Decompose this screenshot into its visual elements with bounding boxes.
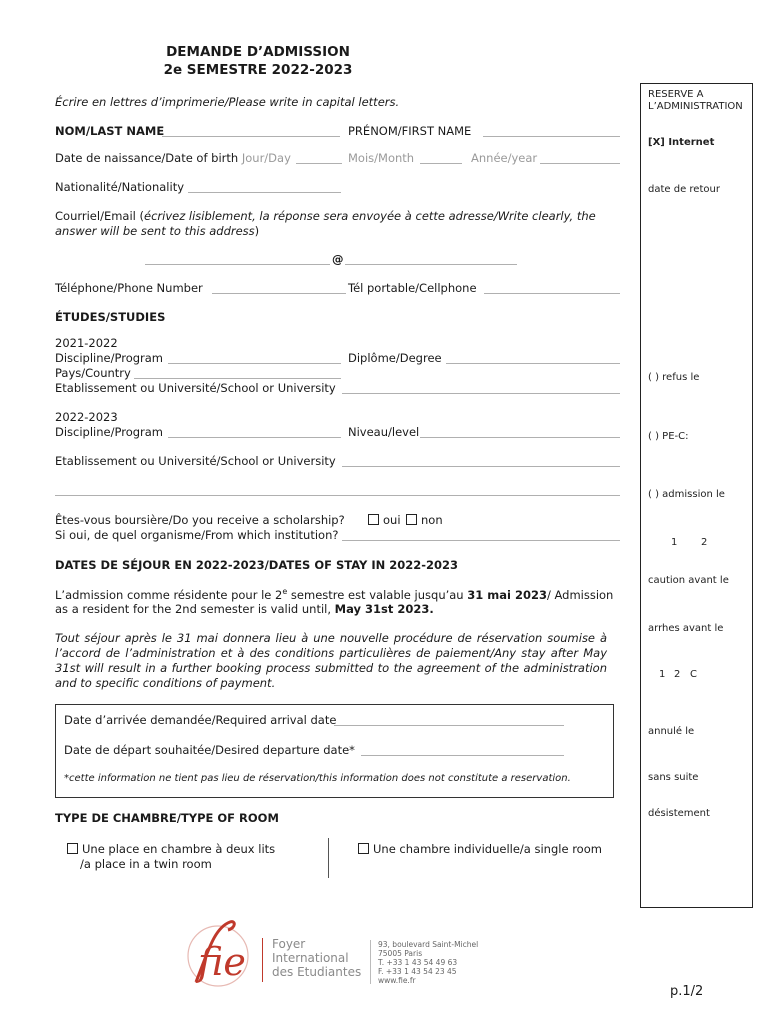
departure-field[interactable]	[361, 755, 564, 756]
admin-title	[648, 89, 743, 113]
discipline-field[interactable]	[168, 363, 341, 364]
org-line2: International	[272, 951, 349, 965]
school-field[interactable]	[342, 393, 620, 394]
single-room-checkbox[interactable]	[358, 843, 369, 854]
dob-label	[55, 151, 291, 165]
option-2: 2	[701, 537, 708, 548]
stay-paragraph-line2	[55, 602, 434, 616]
school-label: Etablissement ou Université/School or University	[55, 381, 336, 395]
sans-suite-label: sans suite	[648, 772, 699, 783]
admin-title-1: RESERVE A	[648, 89, 704, 100]
room-heading: TYPE DE CHAMBRE/TYPE OF ROOM	[55, 811, 279, 825]
fie-logo	[178, 912, 258, 992]
option-1b: 1	[659, 669, 666, 680]
twin-room-label2: /a place in a twin room	[80, 857, 212, 871]
email-domain-field[interactable]	[345, 264, 517, 265]
stay-date-fr: 31 mai 2023	[467, 587, 547, 602]
scholarship-question: Êtes-vous boursière/Do you receive a scholarship?	[55, 513, 345, 527]
email-user-field[interactable]	[145, 264, 330, 265]
email-label	[55, 209, 615, 239]
pec-label: ( ) PE-C:	[648, 431, 689, 442]
org-name	[272, 937, 361, 979]
org-line3: des Etudiantes	[272, 965, 362, 979]
stay-p1-d: as a resident for the 2nd semester is valid until,	[55, 602, 335, 616]
studies-heading: ÉTUDES/STUDIES	[55, 310, 166, 324]
dob-year-field[interactable]	[540, 163, 620, 164]
stay-paragraph-line1	[55, 587, 613, 602]
last-name-field[interactable]	[162, 136, 340, 137]
stay-warning: Tout séjour après le 31 mai donnera lieu à une nouvelle procédure de réservation soumise à l’accord de l’administration et à des conditions particulières de paiement/Any stay after May 31st will result in a further booking process submitted to the agreement of the administration and to specific conditions of payment.	[55, 631, 607, 690]
stay-p1-c: / Admission	[546, 587, 614, 602]
cellphone-label: Tél portable/Cellphone	[348, 281, 477, 295]
phone-label: Téléphone/Phone Number	[55, 281, 203, 295]
single-room-option	[358, 842, 602, 856]
date-retour-label: date de retour	[648, 184, 720, 195]
departure-label: Date de départ souhaitée/Desired departure date*	[64, 743, 355, 757]
nationality-label: Nationalité/Nationality	[55, 180, 185, 194]
dates-footnote: *cette information ne tient pas lieu de réservation/this information does not constitute a reservation.	[64, 773, 571, 784]
discipline2-field[interactable]	[168, 437, 341, 438]
logo-divider	[262, 938, 263, 982]
dob-label-text: Date de naissance/Date of birth	[55, 151, 239, 165]
discipline-label: Discipline/Program	[55, 351, 164, 365]
admin-title-2: L’ADMINISTRATION	[648, 101, 743, 112]
last-name-label: NOM/LAST NAME	[55, 124, 165, 138]
option-2b: 2	[674, 669, 681, 680]
dob-month-field[interactable]	[420, 163, 462, 164]
address-line2: 75005 Paris	[378, 949, 423, 958]
address-line1: 93, boulevard Saint-Michel	[378, 940, 479, 949]
phone-field[interactable]	[212, 293, 346, 294]
address-phone: T. +33 1 43 54 49 63	[378, 958, 458, 967]
desistement-label: désistement	[648, 808, 710, 819]
option-1: 1	[671, 537, 678, 548]
discipline2-label: Discipline/Program	[55, 425, 164, 439]
organism-question: Si oui, de quel organisme/From which institution?	[55, 528, 339, 542]
dob-day-label: Jour/Day	[241, 151, 291, 165]
scholarship-non	[406, 513, 443, 527]
cellphone-field[interactable]	[484, 293, 620, 294]
year-2021-2022: 2021-2022	[55, 336, 118, 350]
level-label: Niveau/level	[348, 425, 420, 439]
at-sign: @	[332, 252, 344, 266]
stay-heading: DATES DE SÉJOUR EN 2022-2023/DATES OF STAY IN 2022-2023	[55, 558, 459, 572]
diploma-label: Diplôme/Degree	[348, 351, 442, 365]
twin-room-option	[67, 842, 275, 856]
instruction-text: Écrire en lettres d’imprimerie/Please write in capital letters.	[55, 95, 400, 109]
address-divider	[370, 940, 371, 984]
oui-label: oui	[383, 513, 401, 527]
level-field[interactable]	[420, 437, 620, 438]
internet-mark: [X] Internet	[648, 137, 715, 148]
first-name-field[interactable]	[483, 136, 620, 137]
school2-field-continued[interactable]	[55, 495, 620, 496]
non-checkbox[interactable]	[406, 514, 417, 525]
annule-label: annulé le	[648, 726, 695, 737]
logo-letters: fie	[198, 940, 246, 984]
school2-field[interactable]	[342, 466, 620, 467]
stay-p1-b: semestre est valable jusqu’au	[287, 587, 468, 602]
email-close: )	[254, 224, 260, 238]
address-fax: F. +33 1 43 54 23 45	[378, 967, 457, 976]
email-label-text: Courriel/Email (	[55, 209, 144, 223]
nationality-field[interactable]	[188, 192, 341, 193]
year-2022-2023: 2022-2023	[55, 410, 118, 424]
arrival-label: Date d’arrivée demandée/Required arrival date	[64, 713, 337, 727]
dob-day-field[interactable]	[296, 163, 342, 164]
option-c: C	[690, 669, 697, 680]
stay-p1-a: L’admission comme résidente pour le 2	[55, 587, 283, 602]
refus-label: ( ) refus le	[648, 372, 700, 383]
address-website[interactable]: www.fie.fr	[378, 976, 416, 985]
oui-checkbox[interactable]	[368, 514, 379, 525]
caution-label: caution avant le	[648, 575, 729, 586]
single-room-label: Une chambre individuelle/a single room	[373, 842, 602, 856]
admission-label: ( ) admission le	[648, 489, 725, 500]
form-subtitle: 2e SEMESTRE 2022-2023	[163, 62, 353, 78]
country-field[interactable]	[134, 378, 341, 379]
dob-year-label: Année/year	[471, 151, 538, 165]
school2-label: Etablissement ou Université/School or University	[55, 454, 336, 468]
stay-p1-sup: e	[282, 587, 288, 596]
dob-month-label: Mois/Month	[348, 151, 415, 165]
room-divider	[328, 838, 329, 878]
diploma-field[interactable]	[446, 363, 620, 364]
country-label: Pays/Country	[55, 366, 131, 380]
page-number: p.1/2	[670, 984, 704, 999]
twin-room-checkbox[interactable]	[67, 843, 78, 854]
stay-date-en: May 31st 2023.	[334, 602, 434, 616]
arrhes-label: arrhes avant le	[648, 623, 724, 634]
arrival-field[interactable]	[334, 725, 564, 726]
non-label: non	[421, 513, 443, 527]
org-address	[378, 940, 478, 985]
email-note: écrivez lisiblement, la réponse sera envoyée à cette adresse/Write clearly, the answer will be sent to this address	[55, 209, 596, 238]
org-line1: Foyer	[272, 937, 306, 951]
first-name-label: PRÉNOM/FIRST NAME	[348, 124, 472, 138]
scholarship-oui	[368, 513, 401, 527]
organism-field[interactable]	[342, 540, 620, 541]
twin-room-label1: Une place en chambre à deux lits	[82, 842, 276, 856]
form-title: DEMANDE D’ADMISSION	[166, 44, 350, 60]
